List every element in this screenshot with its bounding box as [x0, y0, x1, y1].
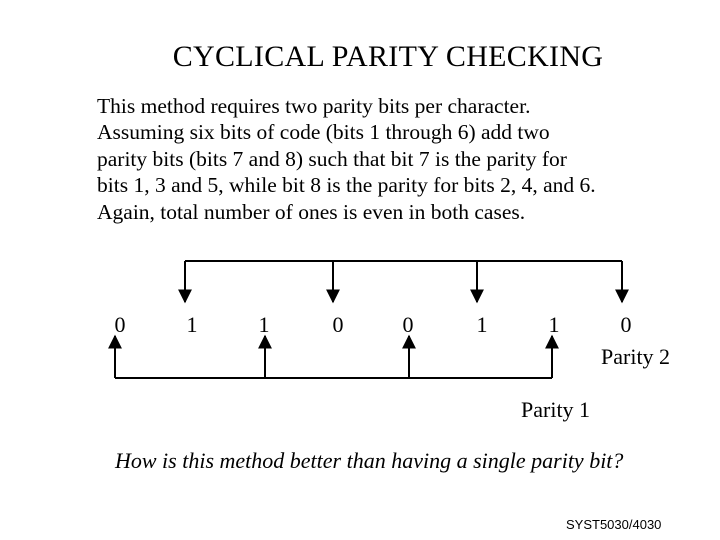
bit-8: 0: [620, 312, 632, 337]
parity2-label: Parity 2: [601, 344, 671, 369]
bit-2: 1: [186, 312, 198, 337]
paragraph-line: bits 1, 3 and 5, while bit 8 is the parity for bits 2, 4, and 6.: [97, 173, 596, 198]
bit-4: 0: [332, 312, 344, 337]
bit-5: 0: [402, 312, 414, 337]
question-text: How is this method better than having a single parity bit?: [115, 448, 624, 473]
slide-title: CYCLICAL PARITY CHECKING: [172, 40, 604, 73]
footer-course-code: SYST5030/4030: [566, 517, 662, 532]
bit-7: 1: [548, 312, 560, 337]
bit-6: 1: [476, 312, 488, 337]
bit-1: 0: [114, 312, 126, 337]
bit-3: 1: [258, 312, 270, 337]
parity1-bracket: [115, 336, 552, 378]
paragraph-line: Assuming six bits of code (bits 1 through 6) add two: [97, 120, 550, 145]
paragraph-line: Again, total number of ones is even in both cases.: [97, 199, 526, 224]
parity2-bracket: [185, 261, 622, 302]
paragraph-line: This method requires two parity bits per character.: [97, 94, 531, 118]
paragraph-line: parity bits (bits 7 and 8) such that bit 7 is the parity for: [97, 146, 567, 171]
parity1-label: Parity 1: [521, 397, 591, 422]
